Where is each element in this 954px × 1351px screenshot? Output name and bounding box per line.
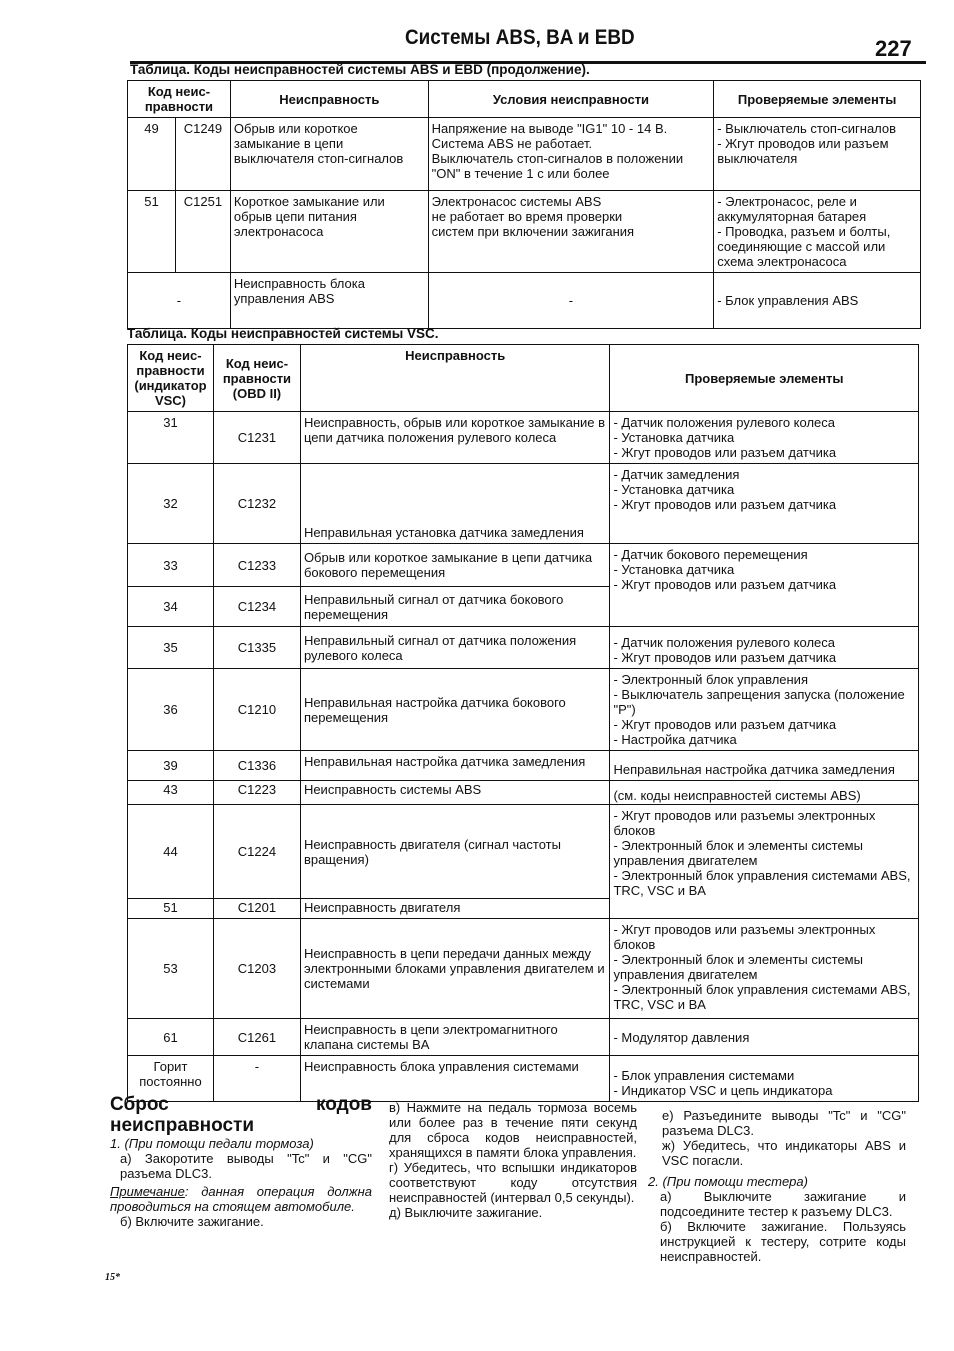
code: 51 — [128, 899, 214, 919]
obd-code: C1223 — [213, 781, 300, 805]
fault: Неправильный сигнал от датчика бокового перемещения — [300, 587, 610, 627]
table-row — [128, 1019, 919, 1056]
obd-code: - — [213, 1056, 300, 1102]
obd-code: C1336 — [213, 751, 300, 781]
fault: Короткое замыкание или обрыв цепи питания электронасоса — [230, 191, 428, 273]
table-row — [128, 919, 919, 1019]
step-2: 2. (При помощи тестера) — [648, 1174, 808, 1189]
code: 34 — [128, 587, 214, 627]
reset-heading: Сброс кодов неисправности — [110, 1094, 372, 1136]
table-row — [128, 781, 919, 805]
header-fault: Неисправность — [230, 81, 428, 118]
step-g: г) Убедитесь, что вспышки индикаторов соответствуют коду отсутствия неисправностей (интервал 0,5 секунды). — [389, 1160, 637, 1205]
code: 33 — [128, 544, 214, 587]
code: 39 — [128, 751, 214, 781]
page-title: Системы ABS, BA и EBD — [405, 26, 635, 49]
check: - Датчик положения рулевого колеса - Жгут проводов или разъем датчика — [610, 627, 919, 669]
header-fault: Неисправность — [300, 345, 610, 412]
table-row — [128, 805, 919, 899]
check: - Выключатель стоп-сигналов - Жгут проводов или разъем выключателя — [714, 118, 921, 191]
vsc-codes-table — [127, 344, 919, 1102]
check: - Датчик бокового перемещения - Установка датчика - Жгут проводов или разъем датчика — [610, 544, 919, 627]
header-code-vsc: Код неис-правности (индикатор VSC) — [128, 345, 214, 412]
obd-code: C1203 — [213, 919, 300, 1019]
fault: Обрыв или короткое замыкание в цепи выключателя стоп-сигналов — [230, 118, 428, 191]
header-check: Проверяемые элементы — [714, 81, 921, 118]
fault: Неправильная настройка датчика бокового перемещения — [300, 669, 610, 751]
signature-mark: 15* — [105, 1272, 120, 1283]
abs-table-caption: Таблица. Коды неисправностей системы ABS и EBD (продолжение). — [130, 62, 590, 77]
table-row — [128, 669, 919, 751]
code: 32 — [128, 464, 214, 544]
step-a: а) Закоротите выводы "Tc" и "CG" разъема DLC3. — [120, 1151, 372, 1181]
code: 49 — [128, 118, 176, 191]
code: 36 — [128, 669, 214, 751]
code: 43 — [128, 781, 214, 805]
condition: Электронасос системы ABS не работает во время проверки систем при включении зажигания — [428, 191, 714, 273]
check: Неправильная настройка датчика замедления — [610, 751, 919, 781]
obd-code: C1335 — [213, 627, 300, 669]
step-v: в) Нажмите на педаль тормоза восемь или более раз в течение пяти секунд для сброса кодов неисправностей, хранящихся в памяти блока управления. — [389, 1100, 637, 1160]
fault: Обрыв или короткое замыкание в цепи датчика бокового перемещения — [300, 544, 610, 587]
table-row — [128, 627, 919, 669]
table-row — [128, 412, 919, 464]
condition: - — [428, 273, 714, 329]
check: - Датчик замедления - Установка датчика - Жгут проводов или разъем датчика — [610, 464, 919, 544]
check: - Блок управления системами - Индикатор VSC и цепь индикатора — [610, 1056, 919, 1102]
step-d: д) Выключите зажигание. — [389, 1205, 543, 1220]
obd-code: C1261 — [213, 1019, 300, 1056]
code: 61 — [128, 1019, 214, 1056]
code: 31 — [128, 412, 214, 464]
check: (см. коды неисправностей системы ABS) — [610, 781, 919, 805]
step-zh: ж) Убедитесь, что индикаторы ABS и VSC погасли. — [662, 1138, 906, 1168]
fault: Неисправность двигателя (сигнал частоты вращения) — [300, 805, 610, 899]
obd-code: C1249 — [175, 118, 230, 191]
page-number: 227 — [875, 36, 912, 61]
obd-code: C1234 — [213, 587, 300, 627]
step-a2: а) Выключите зажигание и подсоедините тестер к разъему DLC3. — [660, 1189, 906, 1219]
check: - Блок управления ABS — [714, 273, 921, 329]
table-row — [128, 118, 921, 191]
obd-code: C1232 — [213, 464, 300, 544]
step-b2: б) Включите зажигание. Пользуясь инструкцией к тестеру, сотрите коды неисправностей. — [660, 1219, 906, 1264]
fault: Неисправность двигателя — [300, 899, 610, 919]
fault: Неправильный сигнал от датчика положения рулевого колеса — [300, 627, 610, 669]
condition: Напряжение на выводе "IG1" 10 - 14 В. Система ABS не работает. Выключатель стоп-сигналов в положении "ON" в течение 1 с или более — [428, 118, 714, 191]
code: 51 — [128, 191, 176, 273]
table-row — [128, 464, 919, 544]
table-row — [128, 544, 919, 587]
vsc-table-caption: Таблица. Коды неисправностей системы VSC. — [127, 326, 439, 341]
table-header-row — [128, 345, 919, 412]
obd-code: C1251 — [175, 191, 230, 273]
obd-code: C1233 — [213, 544, 300, 587]
code: 35 — [128, 627, 214, 669]
check: - Модулятор давления — [610, 1019, 919, 1056]
fault: Неисправность блока управления ABS — [230, 273, 428, 329]
step-b: б) Включите зажигание. — [120, 1214, 264, 1229]
fault: Неправильная настройка датчика замедления — [300, 751, 610, 781]
reset-column-3 — [648, 1108, 906, 1264]
check: - Электронный блок управления - Выключатель запрещения запуска (положение "P") - Жгут проводов или разъем датчика - Настройка датчика — [610, 669, 919, 751]
obd-code: C1210 — [213, 669, 300, 751]
table-row — [128, 273, 921, 329]
reset-column-2 — [389, 1100, 637, 1220]
fault: Неисправность в цепи электромагнитного клапана системы BA — [300, 1019, 610, 1056]
code: 44 — [128, 805, 214, 899]
check: - Электронасос, реле и аккумуляторная батарея - Проводка, разъем и болты, соединяющие с массой или схема электронасоса — [714, 191, 921, 273]
code: - — [128, 273, 231, 329]
fault: Неправильная установка датчика замедления — [300, 464, 610, 544]
code: 53 — [128, 919, 214, 1019]
header-check: Проверяемые элементы — [610, 345, 919, 412]
abs-codes-table — [127, 80, 921, 329]
header-code: Код неис-правности — [128, 81, 231, 118]
header-code-obd: Код неис-правности (OBD II) — [213, 345, 300, 412]
fault: Неисправность блока управления системами — [300, 1056, 610, 1102]
check: - Жгут проводов или разъемы электронных блоков - Электронный блок и элементы системы управления двигателем - Электронный блок управления системами ABS, TRC, VSC и BA — [610, 805, 919, 919]
obd-code: C1201 — [213, 899, 300, 919]
header-condition: Условия неисправности — [428, 81, 714, 118]
step-1: 1. (При помощи педали тормоза) — [110, 1136, 314, 1151]
step-e: е) Разъедините выводы "Tc" и "CG" разъема DLC3. — [662, 1108, 906, 1138]
check: - Жгут проводов или разъемы электронных блоков - Электронный блок и элементы системы управления двигателем - Электронный блок управления системами ABS, TRC, VSC и BA — [610, 919, 919, 1019]
fault: Неисправность системы ABS — [300, 781, 610, 805]
obd-code: C1224 — [213, 805, 300, 899]
note-label: Примечание — [110, 1184, 185, 1199]
code: Горит постоянно — [128, 1056, 214, 1102]
obd-code: C1231 — [213, 412, 300, 464]
table-header-row — [128, 81, 921, 118]
fault: Неисправность, обрыв или короткое замыкание в цепи датчика положения рулевого колеса — [300, 412, 610, 464]
fault: Неисправность в цепи передачи данных между электронными блоками управления двигателем и системами — [300, 919, 610, 1019]
reset-column-1 — [110, 1094, 372, 1229]
table-row — [128, 191, 921, 273]
check: - Датчик положения рулевого колеса - Установка датчика - Жгут проводов или разъем датчика — [610, 412, 919, 464]
table-row — [128, 751, 919, 781]
note-text: : данная операция должна проводиться на стоящем автомобиле. — [110, 1184, 372, 1214]
